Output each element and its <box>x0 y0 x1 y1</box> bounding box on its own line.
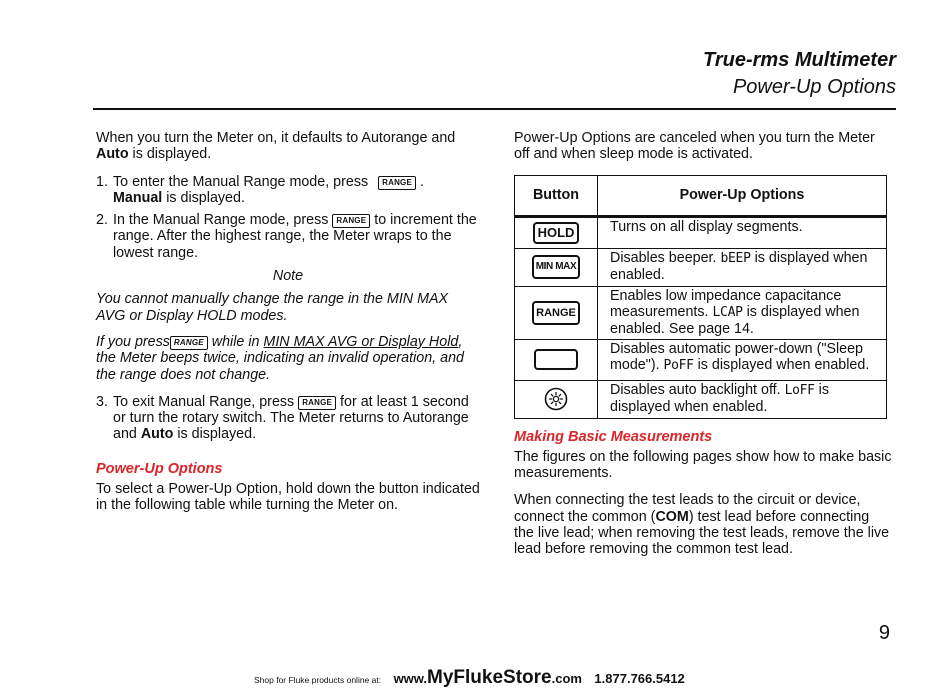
table-row: HOLD Turns on all display segments. <box>515 216 887 248</box>
right-column <box>514 130 892 558</box>
blank-button-icon <box>534 349 578 370</box>
table-row: Disables automatic power-down ("Sleep mode"). PoFF is displayed when enabled. <box>515 339 887 380</box>
seg-display-lcap: LCAP <box>712 304 743 320</box>
manual-range-steps-cont <box>96 394 480 443</box>
footer-com[interactable]: .com <box>551 671 582 686</box>
range-button-icon: RANGE <box>170 336 208 350</box>
power-up-paragraph: To select a Power-Up Option, hold down the button indicated in the following table while turning the Meter on. <box>96 481 480 514</box>
note-title: Note <box>272 268 304 285</box>
manual-label: Manual <box>113 189 163 206</box>
left-column <box>96 130 480 514</box>
footer <box>254 667 685 689</box>
hold-button-icon: HOLD <box>533 222 580 244</box>
min-max-avg-reference: MIN MAX AVG or Display Hold <box>263 333 459 350</box>
table-row: RANGE Enables low impedance capacitance measurements. LCAP is displayed when enabled. See page 14. <box>515 286 887 339</box>
auto-label: Auto <box>140 426 174 443</box>
power-up-options-table <box>514 175 887 419</box>
test-leads-paragraph: When connecting the test leads to the circuit or device, connect the common (COM) test lead before connecting the live lead; when removing the test leads, remove the live lead before removing the common test lead. <box>514 492 890 558</box>
header-rule <box>93 108 896 110</box>
note-text-1: You cannot manually change the range in the MIN MAX AVG or Display HOLD modes. <box>96 291 449 324</box>
min-max-button-icon: MIN MAX <box>532 255 581 279</box>
range-button-icon: RANGE <box>532 301 580 325</box>
intro-paragraph: When you turn the Meter on, it defaults to Autorange and Auto is displayed. <box>96 130 456 163</box>
doc-title: True-rms Multimeter <box>702 49 896 71</box>
range-button-icon: RANGE <box>298 396 336 410</box>
seg-display-poff: PoFF <box>663 357 694 373</box>
manual-range-steps <box>96 174 480 261</box>
basic-measurements-paragraph: The figures on the following pages show how to make basic measurements. <box>514 448 892 482</box>
note-text-2: If you press RANGE while in MIN MAX AVG or Display Hold, the Meter beeps twice, indicating an invalid operation, and the range does not change. <box>96 333 464 383</box>
seg-display-beep: bEEP <box>720 250 751 266</box>
range-button-icon: RANGE <box>332 214 370 228</box>
footer-phone: 1.877.766.5412 <box>594 671 685 686</box>
table-row: Disables auto backlight off. LoFF is displayed when enabled. <box>515 380 887 418</box>
step-1: 1. To enter the Manual Range mode, press RANGE . Manual is displayed. <box>96 173 424 206</box>
cancel-paragraph: Power-Up Options are canceled when you turn the Meter off and when sleep mode is activated. <box>514 130 875 163</box>
footer-www[interactable]: www. <box>393 671 428 686</box>
doc-subtitle: Power-Up Options <box>732 76 896 98</box>
table-row: MIN MAX Disables beeper. bEEP is displayed when enabled. <box>515 248 887 286</box>
section-heading-basic-measurements: Making Basic Measurements <box>514 428 713 445</box>
col-header-options: Power-Up Options <box>598 175 887 216</box>
footer-store-link[interactable]: MyFlukeStore <box>427 667 552 688</box>
page-number: 9 <box>878 622 890 644</box>
seg-display-loff: LoFF <box>784 382 815 398</box>
step-3: 3. To exit Manual Range, press RANGE for at least 1 second or turn the rotary switch. The Meter returns to Autorange and Auto is displayed. <box>96 393 469 443</box>
range-button-icon: RANGE <box>378 176 416 190</box>
step-2: 2. In the Manual Range mode, press RANGE to increment the range. After the highest range, the Meter wraps to the lowest range. <box>96 212 477 261</box>
auto-label: Auto <box>96 146 129 163</box>
footer-shop-text: Shop for Fluke products online at: <box>254 675 382 685</box>
col-header-button: Button <box>515 175 598 216</box>
section-heading-power-up: Power-Up Options <box>96 460 223 477</box>
backlight-button-icon <box>544 391 568 407</box>
table-header-row <box>515 175 887 216</box>
com-label: COM <box>655 508 689 525</box>
